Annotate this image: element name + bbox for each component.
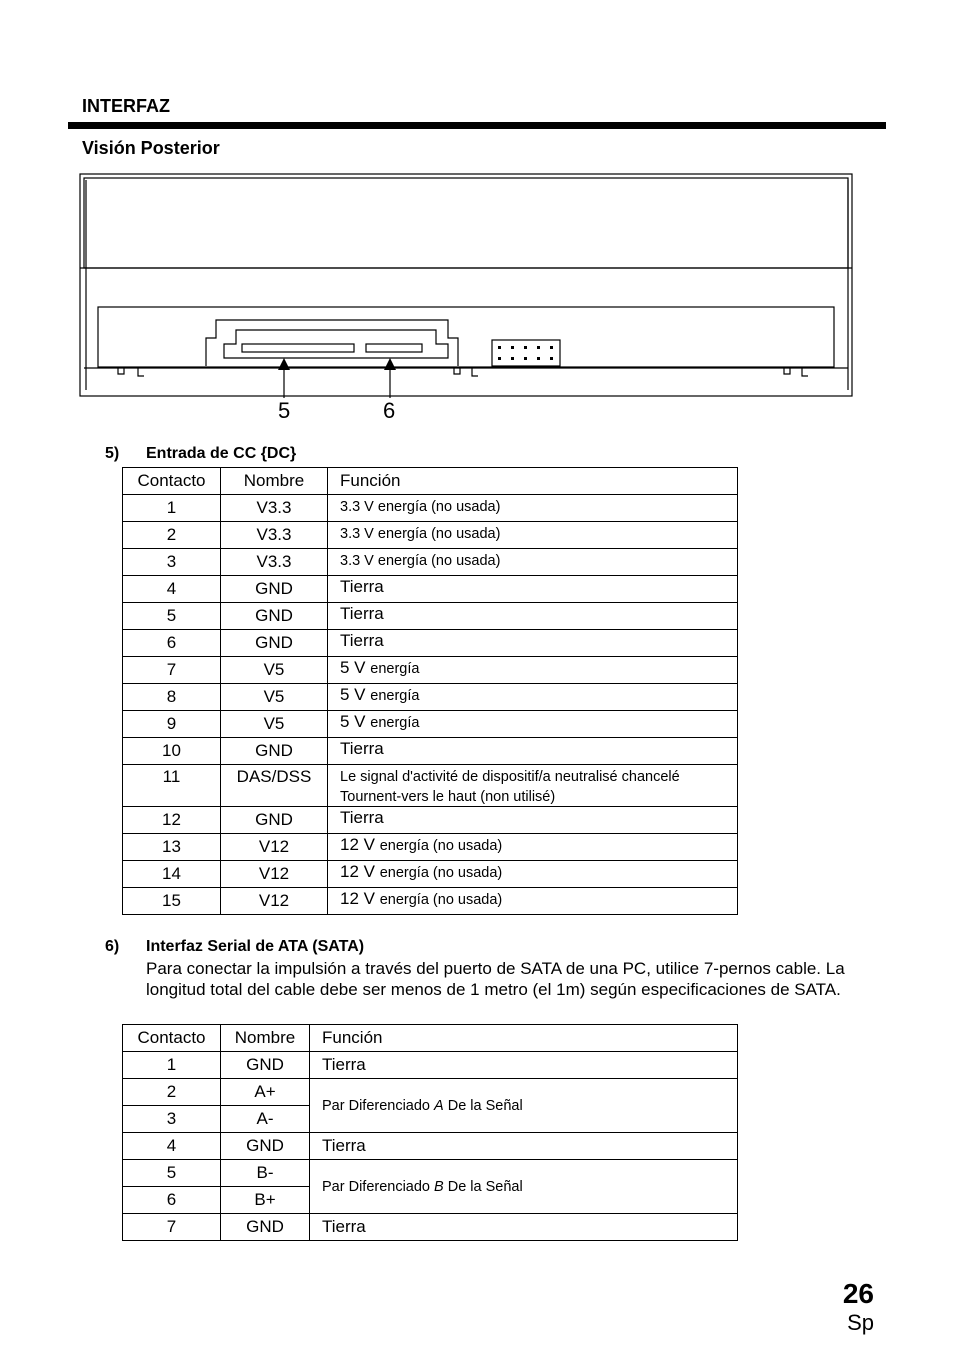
table-row — [123, 1160, 738, 1187]
name-cell: GND — [221, 576, 328, 603]
dc-section-title: Entrada de CC {DC} — [146, 445, 297, 462]
name-cell: V3.3 — [221, 495, 328, 522]
function-detail: energía — [370, 688, 420, 704]
contact-cell: 7 — [123, 657, 221, 684]
function-cell — [328, 834, 738, 861]
name-cell: B- — [221, 1160, 310, 1187]
function-main: Tierra — [340, 631, 384, 650]
name-cell: GND — [221, 603, 328, 630]
contact-cell: 12 — [123, 807, 221, 834]
dc-pin-table — [122, 467, 738, 915]
name-cell: DAS/DSS — [221, 765, 328, 807]
table-row — [123, 1079, 738, 1106]
name-cell: GND — [221, 1052, 310, 1079]
function-cell — [328, 576, 738, 603]
contact-cell: 1 — [123, 1052, 221, 1079]
callout-5: 5 — [278, 398, 291, 423]
function-detail: 3.3 V energía (no usada) — [340, 526, 501, 542]
name-cell: V5 — [221, 657, 328, 684]
callout-6: 6 — [383, 398, 396, 423]
contact-cell: 9 — [123, 711, 221, 738]
name-cell: GND — [221, 738, 328, 765]
name-cell: B+ — [221, 1187, 310, 1214]
function-main: 12 V — [340, 862, 375, 881]
function-detail: 3.3 V energía (no usada) — [340, 499, 501, 515]
name-cell: V12 — [221, 834, 328, 861]
section-title: INTERFAZ — [82, 96, 170, 116]
sata-section-title: Interfaz Serial de ATA (SATA) — [146, 938, 365, 955]
rear-view-drawing — [78, 172, 858, 432]
pair-b-letter: B — [434, 1178, 444, 1195]
function-cell — [328, 657, 738, 684]
dc-section-number: 5) — [105, 445, 120, 462]
function-main: 5 V — [340, 658, 366, 677]
table-row — [123, 603, 738, 630]
pair-b-prefix: Par Diferenciado — [322, 1178, 435, 1195]
function-detail: energía — [370, 715, 420, 731]
function-main: 12 V — [340, 889, 375, 908]
table-row — [123, 834, 738, 861]
name-cell: GND — [221, 630, 328, 657]
function-cell — [328, 738, 738, 765]
contact-cell: 5 — [123, 1160, 221, 1187]
function-cell — [328, 711, 738, 738]
page-number: 26 — [842, 1278, 874, 1309]
table-row — [123, 711, 738, 738]
contact-cell: 7 — [123, 1214, 221, 1241]
table-row — [123, 807, 738, 834]
name-cell: V12 — [221, 861, 328, 888]
function-cell — [328, 522, 738, 549]
header-contact: Contacto — [123, 468, 221, 495]
table-row — [123, 549, 738, 576]
header-name: Nombre — [221, 468, 328, 495]
contact-cell: 6 — [123, 1187, 221, 1214]
contact-cell: 11 — [123, 765, 221, 807]
table-row — [123, 1133, 738, 1160]
contact-cell: 13 — [123, 834, 221, 861]
pair-a-suffix: De la Señal — [443, 1097, 523, 1114]
function-main: Tierra — [340, 808, 384, 827]
pair-a-letter: A — [434, 1097, 444, 1114]
function-cell — [328, 684, 738, 711]
name-cell: V5 — [221, 711, 328, 738]
name-cell: V12 — [221, 888, 328, 915]
contact-cell: 3 — [123, 549, 221, 576]
function-detail: energía (no usada) — [379, 892, 503, 908]
function-cell — [328, 807, 738, 834]
function-cell — [328, 861, 738, 888]
pair-a-prefix: Par Diferenciado — [322, 1097, 435, 1114]
table-row — [123, 888, 738, 915]
page-language: Sp — [847, 1310, 874, 1335]
name-cell: GND — [221, 1214, 310, 1241]
contact-cell: 5 — [123, 603, 221, 630]
function-cell-pair-a — [310, 1079, 738, 1133]
name-cell: GND — [221, 1133, 310, 1160]
contact-cell: 4 — [123, 1133, 221, 1160]
function-cell — [328, 888, 738, 915]
name-cell: A+ — [221, 1079, 310, 1106]
table-row — [123, 1214, 738, 1241]
function-main: Tierra — [340, 739, 384, 758]
name-cell: GND — [221, 807, 328, 834]
header-name: Nombre — [221, 1025, 310, 1052]
table-row — [123, 630, 738, 657]
table-row — [123, 1052, 738, 1079]
section-rule — [68, 122, 886, 129]
function-main: Tierra — [340, 577, 384, 596]
name-cell: A- — [221, 1106, 310, 1133]
table-row — [123, 861, 738, 888]
subtitle: Visión Posterior — [82, 138, 220, 158]
header-function: Función — [310, 1025, 738, 1052]
header-contact: Contacto — [123, 1025, 221, 1052]
function-main: 12 V — [340, 835, 375, 854]
table-row — [123, 495, 738, 522]
function-cell-pair-b — [310, 1160, 738, 1214]
function-detail-2: Tournent-vers le haut (non utilisé) — [340, 789, 556, 805]
contact-cell: 14 — [123, 861, 221, 888]
sata-table-header — [123, 1025, 738, 1052]
contact-cell: 3 — [123, 1106, 221, 1133]
function-detail: energía (no usada) — [379, 838, 503, 854]
function-cell — [328, 549, 738, 576]
sata-pin-table — [122, 1024, 738, 1241]
sata-section-number: 6) — [105, 938, 120, 955]
dc-table-header — [123, 468, 738, 495]
table-row — [123, 576, 738, 603]
table-row — [123, 522, 738, 549]
function-detail: energía — [370, 661, 420, 677]
name-cell: V3.3 — [221, 549, 328, 576]
table-row — [123, 657, 738, 684]
contact-cell: 2 — [123, 522, 221, 549]
pair-b-suffix: De la Señal — [443, 1178, 523, 1195]
contact-cell: 2 — [123, 1079, 221, 1106]
function-cell: Tierra — [310, 1052, 738, 1079]
function-detail: Le signal d'activité de dispositif/a neutralisé chancelé — [340, 769, 680, 785]
function-cell: Tierra — [310, 1214, 738, 1241]
name-cell: V3.3 — [221, 522, 328, 549]
function-detail: 3.3 V energía (no usada) — [340, 553, 501, 569]
contact-cell: 4 — [123, 576, 221, 603]
function-main: 5 V — [340, 685, 366, 704]
function-cell: Tierra — [310, 1133, 738, 1160]
function-cell — [328, 765, 738, 807]
name-cell: V5 — [221, 684, 328, 711]
function-cell — [328, 603, 738, 630]
function-main: 5 V — [340, 712, 366, 731]
contact-cell: 10 — [123, 738, 221, 765]
table-row — [123, 684, 738, 711]
header-function: Función — [328, 468, 738, 495]
function-cell — [328, 495, 738, 522]
function-cell — [328, 630, 738, 657]
table-row — [123, 765, 738, 807]
contact-cell: 1 — [123, 495, 221, 522]
function-detail: energía (no usada) — [379, 865, 503, 881]
contact-cell: 8 — [123, 684, 221, 711]
table-row — [123, 738, 738, 765]
contact-cell: 15 — [123, 888, 221, 915]
sata-description: Para conectar la impulsión a través del puerto de SATA de una PC, utilice 7-pernos cable. La longitud total del cable debe ser menos de 1 metro (el 1m) según especificaciones de SATA. — [146, 959, 845, 999]
contact-cell: 6 — [123, 630, 221, 657]
function-main: Tierra — [340, 604, 384, 623]
